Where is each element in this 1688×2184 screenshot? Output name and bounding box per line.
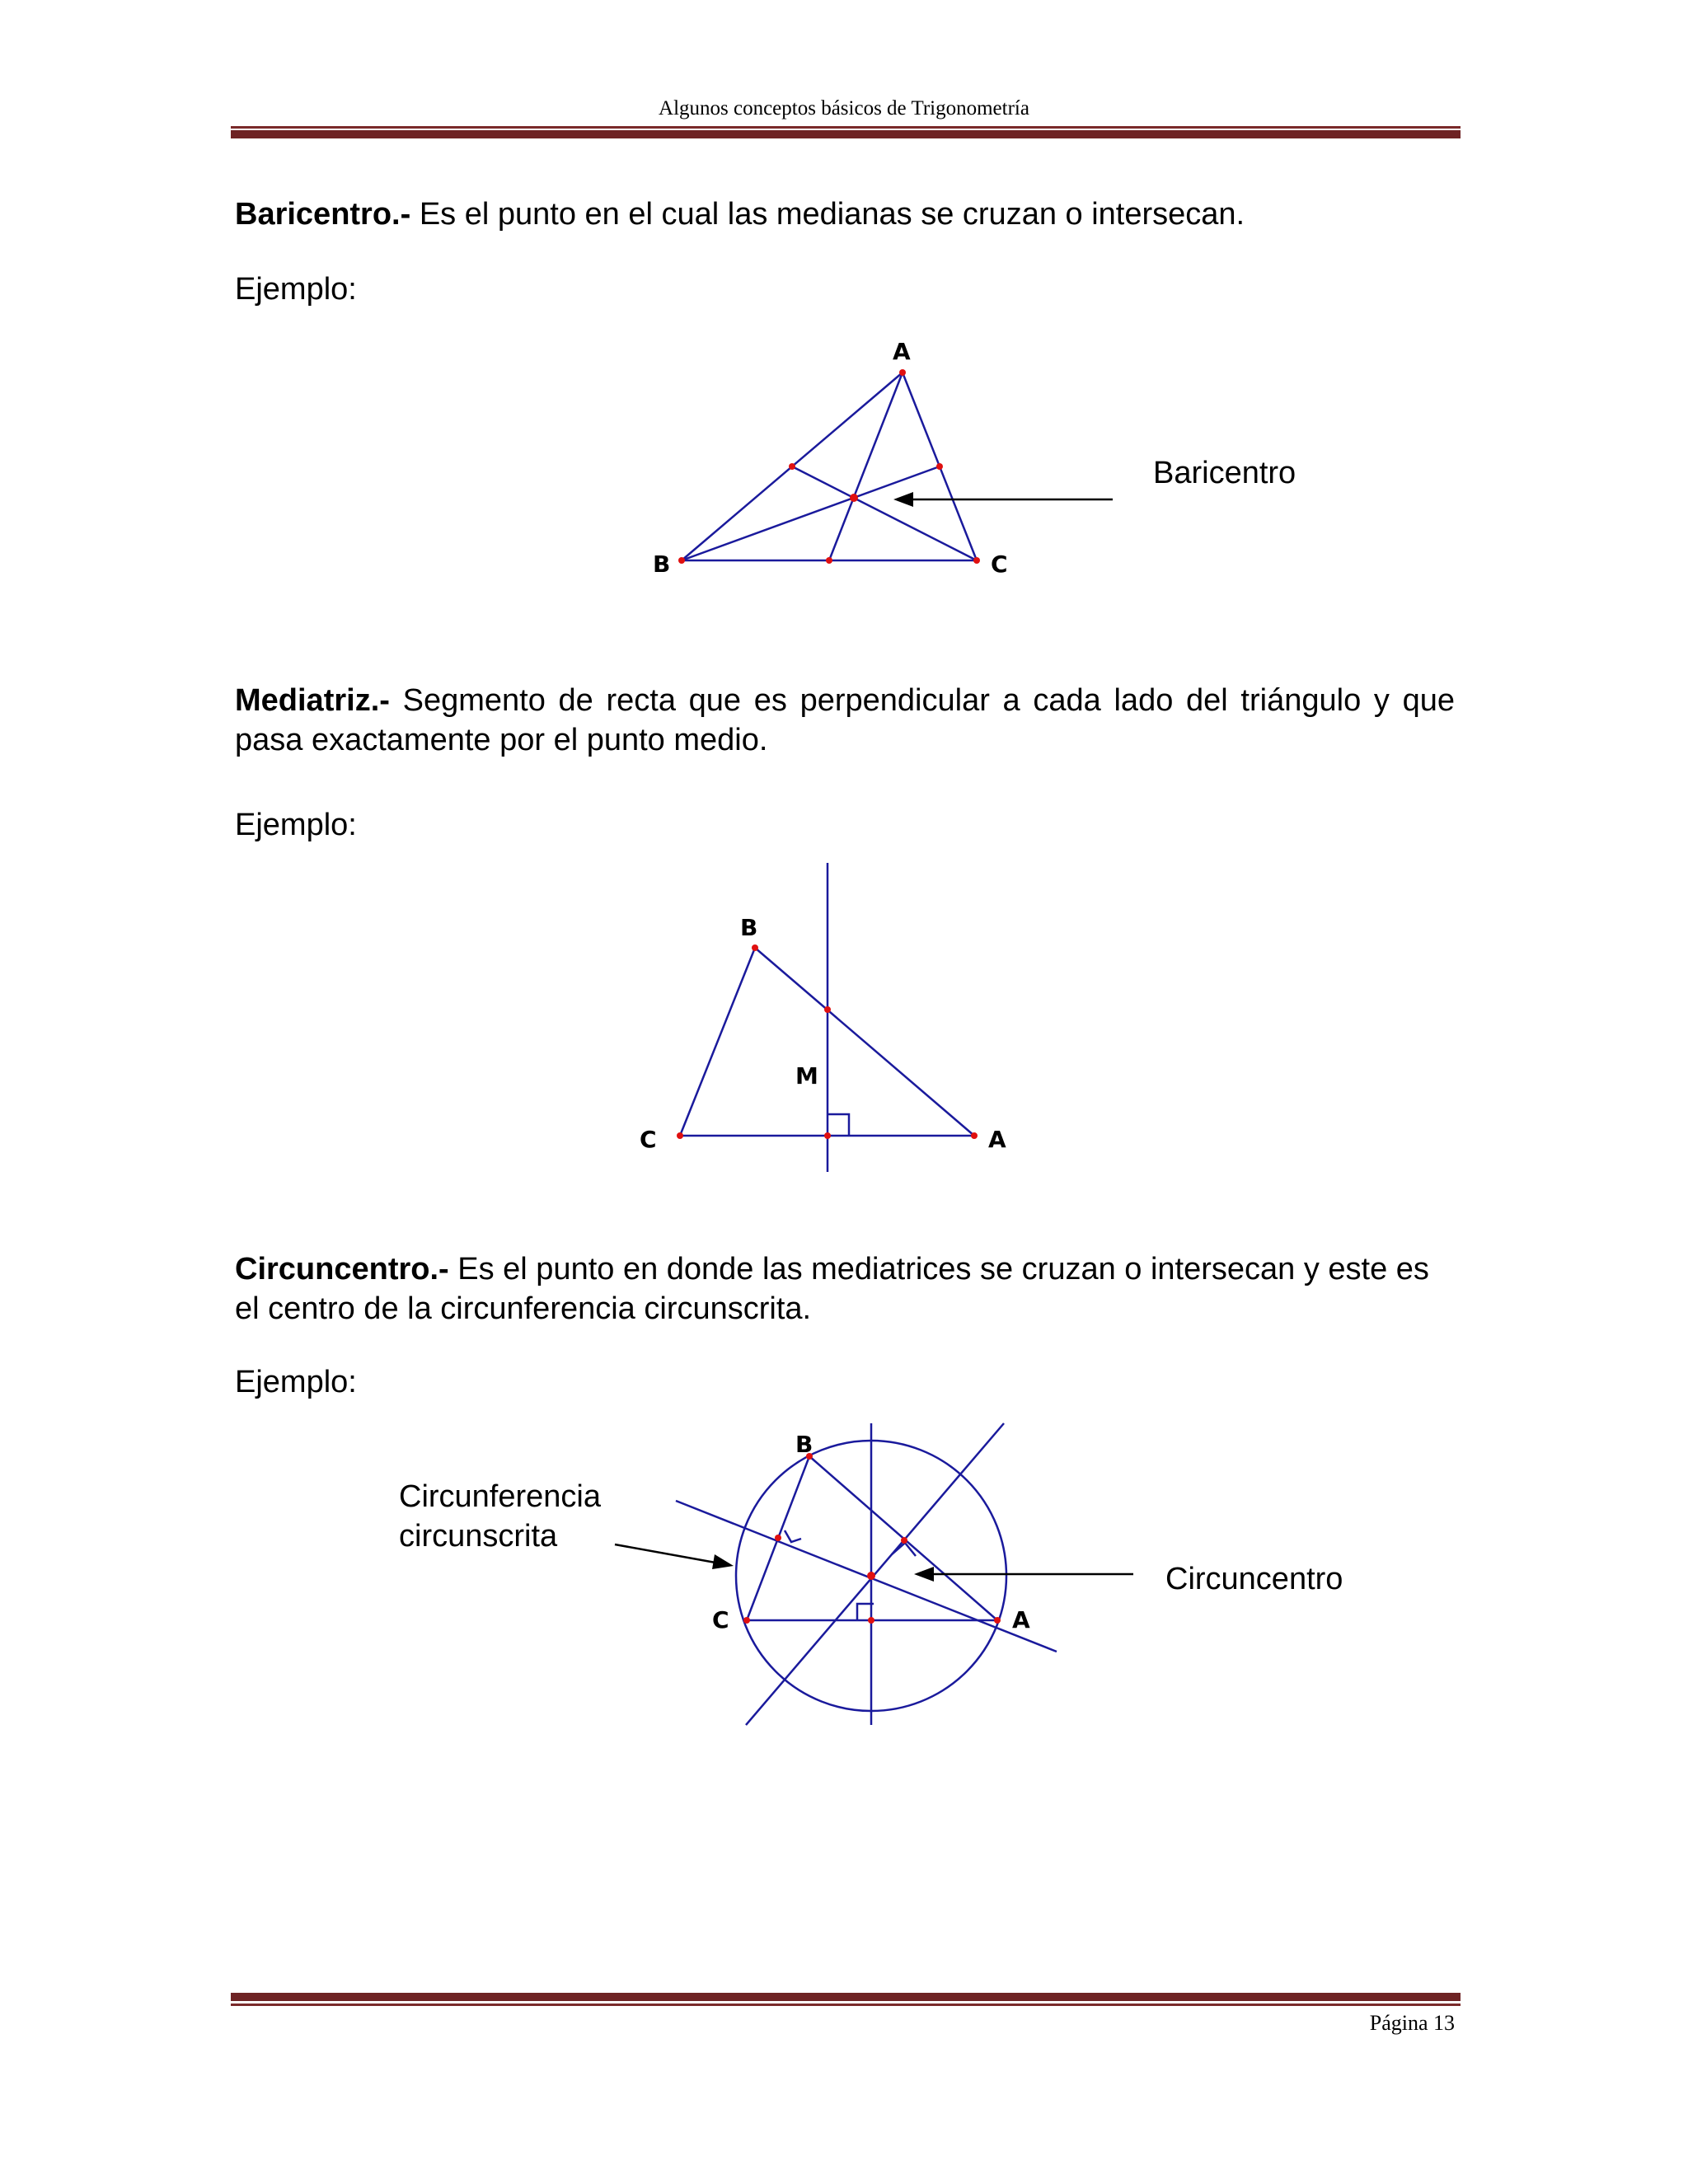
baricentro-callout: Baricentro: [1153, 456, 1296, 490]
baricentro-term: Baricentro.-: [235, 197, 411, 232]
vertex-label-b: B: [795, 1431, 814, 1458]
mediatriz-term: Mediatriz.-: [235, 683, 390, 718]
circuncentro-text: Es el punto en donde las mediatrices se cruzan o intersecan y este es el centro de la circunferencia circunscrita.: [235, 1252, 1429, 1326]
midpoint-bc: [775, 1535, 781, 1541]
circumference-callout-line1: Circunferencia: [399, 1479, 601, 1514]
bisector-bc: [676, 1501, 1057, 1652]
circuncentro-arrow-head: [914, 1567, 934, 1582]
footer-rule-thick: [231, 1993, 1461, 2001]
circumference-arrow-shaft: [615, 1544, 715, 1563]
vertex-label-b: B: [740, 914, 758, 941]
point-c: [743, 1617, 750, 1624]
page-header-title: Algunos conceptos básicos de Trigonometría: [659, 97, 1029, 120]
midpoint-ca: [868, 1617, 874, 1624]
mediatriz-text: Segmento de recta que es perpendicular a cada lado del triángulo y que pasa exactamente por el punto medio.: [235, 683, 1455, 757]
midpoint-label-m: M: [795, 1062, 818, 1090]
circuncentro-term: Circuncentro.-: [235, 1252, 449, 1286]
midpoint-ba: [901, 1537, 907, 1544]
ejemplo-label-1: Ejemplo:: [235, 272, 357, 307]
circumcenter-point: [867, 1572, 875, 1580]
vertex-label-b: B: [653, 551, 671, 578]
vertex-label-a: A: [893, 338, 911, 365]
vertex-label-a: A: [988, 1126, 1006, 1153]
point-a: [994, 1617, 1001, 1624]
vertex-label-c: C: [991, 551, 1008, 578]
baricentro-text: Es el punto en el cual las medianas se cruzan o intersecan.: [410, 197, 1245, 232]
right-angle-mark-bc: [785, 1530, 801, 1542]
ejemplo-label-2: Ejemplo:: [235, 808, 357, 842]
vertex-label-c: C: [640, 1126, 657, 1153]
vertex-label-a: A: [1012, 1606, 1030, 1633]
circuncentro-callout: Circuncentro: [1165, 1562, 1343, 1596]
circumference-arrow-head: [712, 1554, 734, 1569]
ejemplo-label-3: Ejemplo:: [235, 1365, 357, 1399]
circumference-callout-line2: circunscrita: [399, 1519, 558, 1554]
page-number: Página 13: [1369, 2011, 1455, 2035]
footer-rule-thin: [231, 2004, 1461, 2006]
vertex-label-c: C: [712, 1606, 729, 1633]
